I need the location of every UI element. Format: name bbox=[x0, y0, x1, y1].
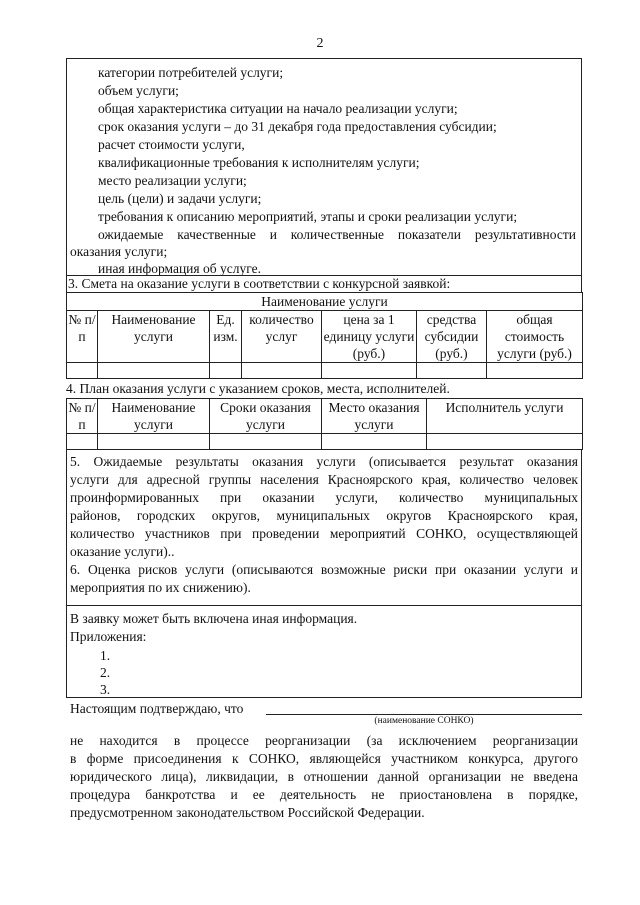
column-header: № п/п bbox=[67, 311, 98, 363]
service-name-header: Наименование услуги bbox=[67, 293, 583, 311]
confirmation-line: процедура банкротства и ее деятельность не приостановлена в порядке, bbox=[70, 787, 578, 802]
column-header: Наименование услуги bbox=[98, 311, 210, 363]
section2-item: категории потребителей услуги; bbox=[98, 65, 284, 80]
section2-item: оказания услуги; bbox=[70, 244, 168, 259]
section5-line: количество участников при проведении мероприятий СОНКО, осуществляющей bbox=[70, 526, 578, 541]
table-cell[interactable] bbox=[487, 363, 583, 379]
table-cell[interactable] bbox=[98, 434, 210, 450]
section5-line: проинформированных при оказании услуги, количество муниципальных bbox=[70, 490, 578, 505]
table-cell[interactable] bbox=[427, 434, 583, 450]
confirmation-line: не находится в процессе реорганизации (за исключением реорганизации bbox=[70, 733, 578, 748]
attachment-item: 3. bbox=[100, 682, 111, 697]
section2-item: место реализации услуги; bbox=[98, 173, 247, 188]
table-cell[interactable] bbox=[417, 363, 487, 379]
section4-title: 4. План оказания услуги с указанием сроков, места, исполнителей. bbox=[66, 381, 450, 396]
table-cell[interactable] bbox=[210, 363, 242, 379]
confirmation-line: предусмотренном законодательством Российской Федерации. bbox=[70, 805, 425, 820]
extra-info-text: В заявку может быть включена иная информация. bbox=[70, 611, 358, 626]
attachment-item: 1. bbox=[100, 648, 111, 663]
section2-item: расчет стоимости услуги, bbox=[98, 137, 245, 152]
section2-item: срок оказания услуги – до 31 декабря года предоставления субсидии; bbox=[98, 119, 497, 134]
section2-item: иная информация об услуге. bbox=[98, 261, 261, 276]
column-header: цена за 1 единицу услуги (руб.) bbox=[322, 311, 417, 363]
table-cell[interactable] bbox=[67, 434, 98, 450]
column-header: Наименование услуги bbox=[98, 399, 210, 434]
column-header: количество услуг bbox=[242, 311, 322, 363]
confirmation-line: в форме присоединения к СОНКО, являющейся участником конкурса, другого bbox=[70, 751, 578, 766]
section2-item: объем услуги; bbox=[98, 83, 179, 98]
section5-line: оказание услуги).. bbox=[70, 544, 175, 559]
column-header: Ед. изм. bbox=[210, 311, 242, 363]
section6-line: мероприятия по их снижению). bbox=[70, 580, 251, 595]
column-header: Место оказания услуги bbox=[322, 399, 427, 434]
attachments-label: Приложения: bbox=[70, 629, 147, 644]
table-cell[interactable] bbox=[210, 434, 322, 450]
section3-title: 3. Смета на оказание услуги в соответствии с конкурсной заявкой: bbox=[68, 276, 451, 291]
section5-line: 5. Ожидаемые результаты оказания услуги (описывается результат оказания bbox=[70, 454, 578, 469]
attachment-item: 2. bbox=[100, 665, 111, 680]
table-cell[interactable] bbox=[67, 363, 98, 379]
column-header: № п/п bbox=[68, 400, 96, 432]
section2-item: ожидаемые качественные и количественные показатели результативности bbox=[98, 227, 576, 242]
table-cell[interactable] bbox=[98, 363, 210, 379]
table-cell[interactable] bbox=[322, 434, 427, 450]
plan-table bbox=[66, 398, 583, 450]
table-cell[interactable] bbox=[242, 363, 322, 379]
column-header: общая стоимость услуги (руб.) bbox=[487, 311, 583, 363]
column-header: средства субсидии (руб.) bbox=[417, 311, 487, 363]
column-header: Исполнитель услуги bbox=[427, 399, 583, 434]
organization-name-line[interactable] bbox=[266, 714, 582, 715]
section2-item: квалификационные требования к исполнителям услуги; bbox=[98, 155, 420, 170]
confirmation-line: юридического лица), ликвидации, в отношении данной организации не введена bbox=[70, 769, 578, 784]
estimate-table bbox=[66, 292, 583, 379]
section2-item: требования к описанию мероприятий, этапы и сроки реализации услуги; bbox=[98, 209, 518, 224]
section2-item: цель (цели) и задачи услуги; bbox=[98, 191, 262, 206]
section5-line: районов, городских округов, муниципальных округов Красноярского края, bbox=[70, 508, 578, 523]
section6-line: 6. Оценка рисков услуги (описываются возможные риски при оказании услуги и bbox=[70, 562, 578, 577]
table-cell[interactable] bbox=[322, 363, 417, 379]
section5-line: услуги для адресной группы населения Красноярского края, количество человек bbox=[70, 472, 578, 487]
page-number: 2 bbox=[316, 36, 324, 51]
confirmation-lead: Настоящим подтверждаю, что bbox=[70, 701, 244, 716]
section2-item: общая характеристика ситуации на начало реализации услуги; bbox=[98, 101, 458, 116]
organization-name-caption: (наименование СОНКО) bbox=[374, 716, 474, 726]
column-header: Сроки оказания услуги bbox=[210, 399, 322, 434]
